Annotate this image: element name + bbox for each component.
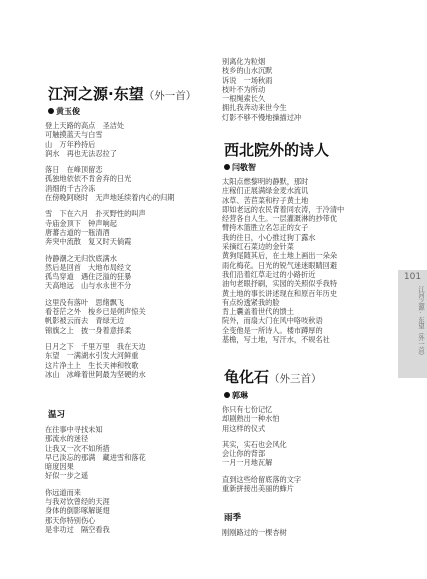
right-top-stanza [222, 57, 392, 122]
poem-line: 孤独地依依不肯舍弃的日光 [45, 174, 132, 184]
poem-title: 龟化石 [224, 368, 270, 386]
poem-line: 早已淡忘的那满 藏进雪和落花 [45, 452, 146, 462]
poem-line: 太阳点燃黎明的静默，那时 [222, 177, 309, 186]
poem-line: 山 万年矜持后 [45, 139, 96, 149]
poem-line: 身体的倒影啄解诞翅 [45, 506, 110, 516]
stanza [45, 121, 205, 158]
author-name: 闫敬智 [232, 163, 256, 172]
poem-line: 其实，实石也会风化 [222, 439, 287, 449]
poem-subtitle: （外一首） [143, 90, 197, 102]
poem-line: 重新拼接出美丽的蜂片 [222, 484, 294, 494]
poem-line: 与我对饮曾经的天涯 [45, 497, 110, 507]
poem-line: 别离化为粒烟 [222, 57, 266, 66]
poem-line: 一月一月地瓦解 [222, 458, 273, 468]
bullet-icon [224, 392, 230, 398]
poem-line: 采摘红石菜边的金针菜 [222, 242, 294, 252]
poem-line: 有点纷透紧我的脸 [222, 297, 280, 307]
poem-line: 那流水的迷径 [45, 434, 89, 444]
poem-line: 然后是回首 大地布局经文 [45, 262, 132, 272]
poem-line: 臂挎木篮胜立名怎正的女子 [222, 223, 309, 233]
poem-subtitle: （外三首） [269, 373, 322, 385]
poem-line: 会让你的背部 [222, 449, 266, 459]
poem-line: 待静潮之无归饮底满水 [45, 253, 117, 263]
poem-line: 孤鸟穿道 遇住泛溢的狂暴 [45, 272, 132, 282]
poem-line: 寺庙金顶下 钟声响起 [45, 218, 117, 228]
poem-line: 是非功过 隔空看我 [45, 524, 110, 534]
poem-line: 在往事中寻找未知 [45, 425, 103, 434]
poem-line: 在傍晚阿晓时 无声地延续着内心的归期 [45, 193, 175, 203]
left-section-body [45, 425, 205, 534]
poem-author [48, 106, 80, 117]
poem-line: 你只有七份记忆 [222, 405, 273, 414]
right-section-body [222, 528, 392, 537]
poem-line: 涓细的千古冷冻 [45, 183, 96, 193]
stanza [222, 440, 392, 468]
bullet-icon [224, 164, 230, 170]
poem-line: 黄土地的事长讲述现在和原百年历史 [222, 288, 338, 298]
section-title: 温习 [48, 410, 66, 420]
poem-line: 一根绳索长久 [222, 94, 266, 104]
section-title: 雨季 [224, 513, 242, 523]
poem-line: 可触摸蓝天与白雪 [45, 130, 103, 140]
poem-line: 全变他是一所诗人。楼市蹲厚的 [222, 325, 323, 335]
poem-line: 肯上囊盖着世代的馈土 [222, 307, 294, 317]
poem-line: 让我又一次不如所措 [45, 443, 110, 453]
poem-line: 基檐，写土地，写汗水，不规名社 [222, 335, 330, 345]
poem-line: 奔突中流散 复又时天倘霞 [45, 237, 132, 247]
poem-line: 即如老远的农民背着同农涛，于冷清中 [222, 204, 345, 214]
poem-line: 庄稼们正展满绿金麦水流讥 [222, 186, 309, 196]
poem-line: 好似一步之遥 [45, 471, 89, 481]
poem-line: 诉说 一场秋雨 [222, 75, 273, 85]
poem-line: 灯影不够不慢地操描过冲 [222, 112, 302, 122]
stanza [45, 488, 205, 534]
poem-line: 油句老眼抒刷，实园的关照似乎我特 [222, 279, 338, 289]
poem-line: 用这样的仪式 [222, 423, 266, 433]
bullet-icon [48, 108, 54, 114]
poem-title: 西北院外的诗人 [224, 141, 330, 159]
stanza [222, 405, 392, 433]
right-poem2-body [222, 405, 392, 493]
author-name: 黄玉俊 [56, 107, 80, 116]
poem-line: 冰草、苦苣菜和柠子黄土地 [222, 195, 309, 205]
poem-line: 登上天路的高点 圣洁处 [45, 121, 125, 130]
poem-line: 天高地远 山与水永世不分 [45, 281, 132, 291]
poem-line: 枝乡的山水沉默 [222, 66, 273, 76]
stanza [222, 475, 392, 494]
poem-line: 东望 一满湖水引发大河鲜重 [45, 351, 139, 361]
poem-line: 这片净土上 生长天神和牧歌 [45, 360, 139, 370]
poem-line: 却剧熟出一种水怕 [222, 414, 280, 424]
poem-line: 我们沿着红草走过的小路折近 [222, 269, 316, 279]
running-header: 江河之源·东望（外一首） [417, 286, 424, 359]
author-name: 郭琳 [232, 391, 248, 400]
poem-line: 日月之下 千里万里 我在天边 [45, 341, 146, 351]
poem-line: 暗度因果 [45, 462, 74, 472]
poem-line: 落日 在峰顶留恋 [45, 165, 103, 175]
poem-line: 锦旗之上 披一身着意择柔 [45, 325, 132, 335]
poem-title-block [48, 83, 196, 104]
stanza [45, 342, 205, 379]
poem-line: 唐蕃古道的一瓶清酒 [45, 227, 110, 237]
poem-line: 雪 下在六月 扑灭野性的叫声 [45, 209, 146, 219]
poem-line: 这里没有落叶 思绪飘飞 [45, 297, 125, 307]
poem-title-block [224, 139, 329, 160]
poem-line: 我的往日，小心推过狗丁露水 [222, 232, 316, 242]
poem-author [224, 162, 256, 173]
right-poem1-body [222, 177, 392, 344]
poem-line: 拥扎我奔动来世今生 [222, 103, 287, 113]
poem-line: 经营各自人生。一层灌溉淋的抄带优 [222, 214, 338, 224]
poem-line: 润水 再也无法忍拉了 [45, 148, 117, 158]
page-number: 101 [403, 272, 422, 282]
stanza [45, 254, 205, 291]
poem-title: 江河之源·东望 [48, 85, 144, 103]
poem-line: 雨化梅花。日光的锐气迷迷眼睛回避 [222, 260, 338, 270]
left-poem-body [45, 121, 205, 379]
stanza [45, 425, 205, 481]
poem-title-block [224, 366, 322, 387]
poem-line: 那天你特别伤心 [45, 515, 96, 525]
poem-line: 你远道而来 [45, 487, 81, 497]
stanza [45, 209, 205, 246]
poem-line: 帆影被云而去 青绿无边 [45, 316, 125, 326]
poem-line: 冰山 冰峰着世阿最为坚硬的水 [45, 369, 146, 379]
poem-line: 看苍茫之外 梭乡已是朔声惊关 [45, 307, 146, 317]
poem-line: 院外，而扇大门在风中咯吱秋语 [222, 316, 323, 326]
poem-line: 黄狗尾随其后，在土地上画出一朵朵 [222, 251, 338, 261]
poem-author [224, 390, 248, 401]
stanza [45, 165, 205, 202]
poem-line: 直到这些给留底落的文字 [222, 474, 302, 484]
poem-line: 枝叶不为所动 [222, 84, 266, 94]
poem-line: 刚刚路过的一棵杏树 [222, 528, 287, 537]
stanza [45, 298, 205, 335]
